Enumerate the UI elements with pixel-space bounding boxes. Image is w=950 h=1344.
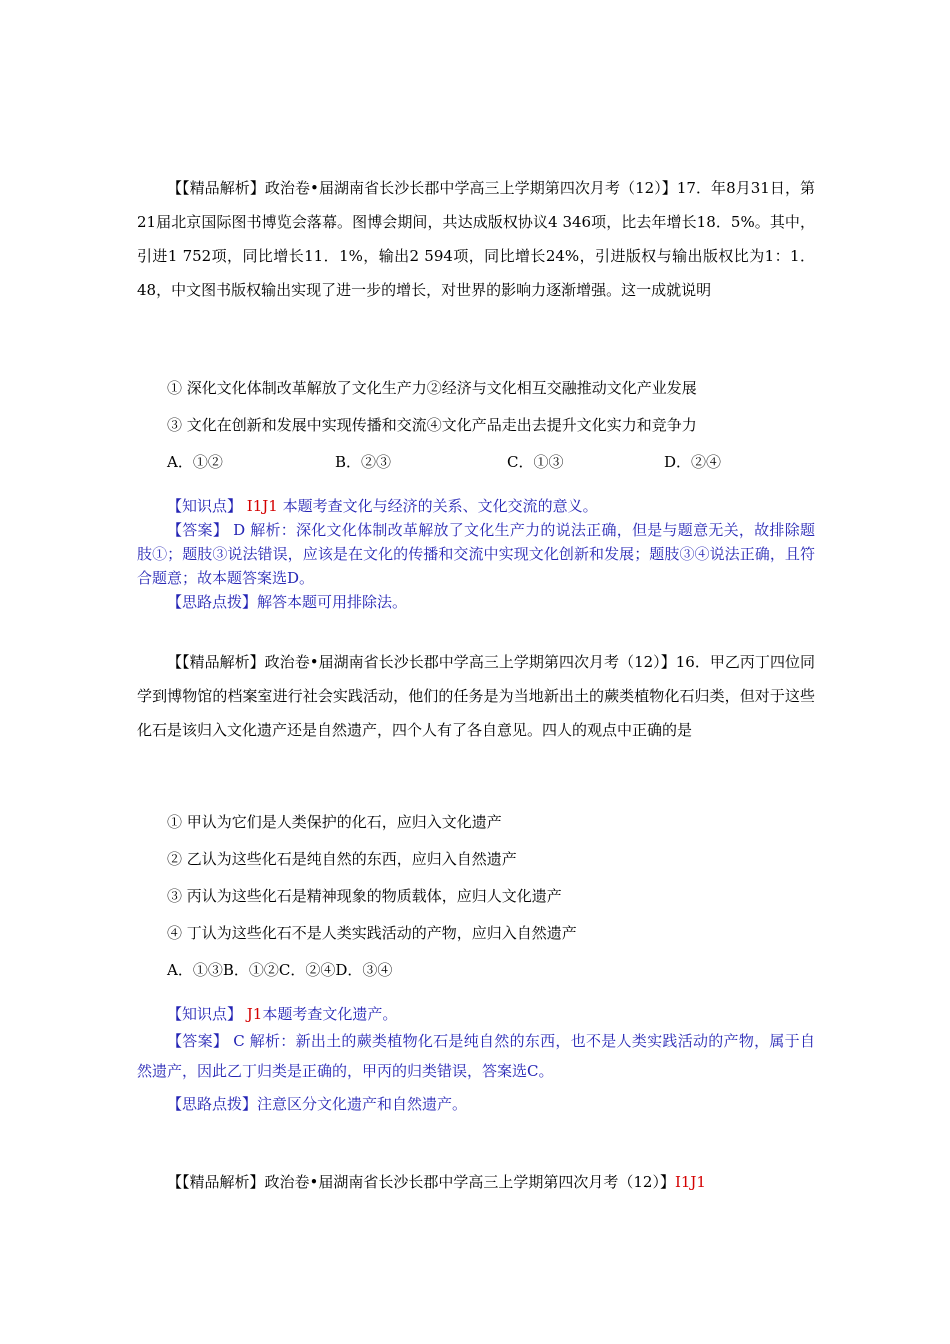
question-16-statement-1: ① 甲认为它们是人类保护的化石，应归入文化遗产 [167, 813, 502, 831]
knowledge-point: 【知识点】 J1本题考查文化遗产。 [167, 1005, 398, 1023]
question-16-choices: A．①③B．①②C．②④D．③④ [167, 961, 393, 979]
next-question-header: 【【精品解析】政治卷•届湖南省长沙长郡中学高三上学期第四次月考（12）】I1J1 [167, 1173, 706, 1191]
solution-hint: 【思路点拨】解答本题可用排除法。 [167, 593, 408, 611]
question-16-stem: 【【精品解析】政治卷•届湖南省长沙长郡中学高三上学期第四次月考（12）】16．甲乙丙丁四位同学到博物馆的档案室进行社会实践活动，他们的任务是为当地新出土的蕨类植物化石归类，但对于这些化石是该归入文化遗产还是自然遗产，四个人有了各自意见。四人的观点中正确的是 [137, 653, 815, 739]
answer-explanation: 【答案】 C 解析：新出土的蕨类植物化石是纯自然的东西，也不是人类实践活动的产物，属于自然遗产，因此乙丁归类是正确的，甲丙的归类错误，答案选C。 [137, 1032, 815, 1080]
next-question-code: I1J1 [674, 1173, 706, 1191]
choice-c: C．①③ [507, 453, 564, 471]
question-16-statement-4: ④ 丁认为这些化石不是人类实践活动的产物，应归入自然遗产 [167, 924, 577, 942]
question-16-analysis [137, 1002, 815, 1116]
question-16-statement-2: ② 乙认为这些化石是纯自然的东西，应归入自然遗产 [167, 850, 517, 868]
question-17-stem: 【【精品解析】政治卷•届湖南省长沙长郡中学高三上学期第四次月考（12）】17．年8月31日，第21届北京国际图书博览会落幕。图博会期间，共达成版权协议4 346项，比去年增长18．5%。其中，引进1 752项，同比增长11．1%，输出2 594项，同比增长24%，引进版权与输出版权比为1：1．48，中文图书版权输出实现了进一步的增长，对世界的影响力逐渐增强。这一成就说明 [137, 179, 815, 299]
knowledge-code: J1 [246, 1005, 263, 1023]
question-17-analysis [137, 494, 815, 614]
choice-a: A．①② [167, 453, 223, 471]
question-16-statement-3: ③ 丙认为这些化石是精神现象的物质载体，应归人文化遗产 [167, 887, 562, 905]
question-17-choices [167, 452, 787, 472]
knowledge-code: I1J1 [246, 497, 278, 515]
question-17-statement-1: ① 深化文化体制改革解放了文化生产力②经济与文化相互交融推动文化产业发展 [167, 379, 697, 397]
choice-b: B．②③ [335, 453, 392, 471]
choice-d: D．②④ [664, 453, 722, 471]
solution-hint: 【思路点拨】注意区分文化遗产和自然遗产。 [167, 1095, 468, 1113]
knowledge-point: 【知识点】 I1J1 本题考查文化与经济的关系、文化交流的意义。 [167, 497, 598, 515]
answer-explanation: 【答案】 D 解析：深化文化体制改革解放了文化生产力的说法正确，但是与题意无关，故排除题肢①；题肢③说法错误，应该是在文化的传播和交流中实现文化创新和发展；题肢③④说法正确，且符合题意；故本题答案选D。 [137, 521, 815, 587]
question-17-statement-2: ③ 文化在创新和发展中实现传播和交流④文化产品走出去提升文化实力和竞争力 [167, 416, 697, 434]
